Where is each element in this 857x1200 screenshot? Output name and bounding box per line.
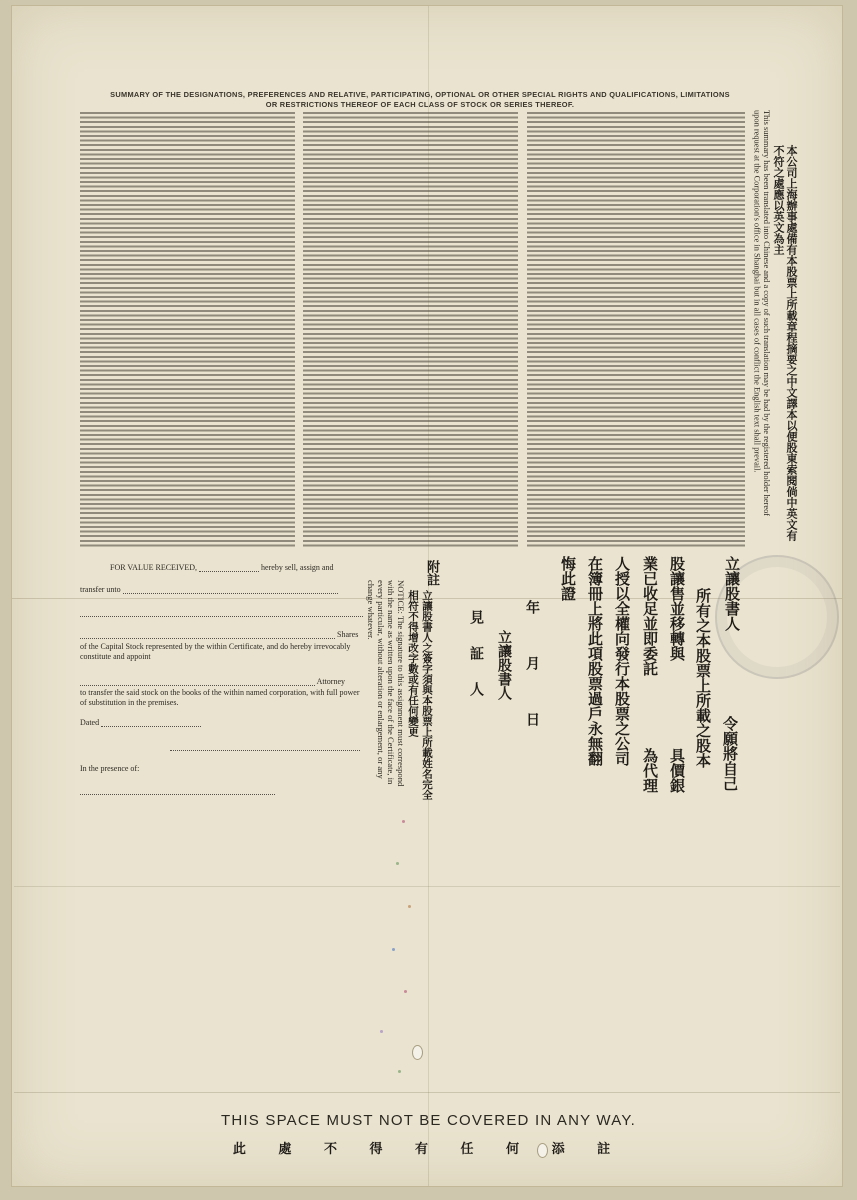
dated-label: Dated [80,718,100,727]
transferee-blank-2[interactable] [80,616,363,617]
ink-speck [398,1070,401,1073]
summary-heading [80,90,760,110]
dated-blank[interactable] [101,726,201,727]
attorney-blank[interactable] [80,685,315,686]
cn-col-4: 業已收足並即委託 [641,556,659,676]
cn-date-row: 年 月 日 [524,600,540,740]
for-value-label: FOR VALUE RECEIVED, [110,563,198,572]
attorney-label: Attorney [316,677,345,686]
presence-label: In the presence of: [80,764,140,773]
summary-column-3 [527,112,745,547]
summary-column-2 [303,112,518,547]
for-value-blank[interactable] [199,571,259,572]
summary-heading-line2: OR RESTRICTIONS THEREOF OF EACH CLASS OF STOCK OR SERIES THEREOF. [265,100,575,109]
shares-label: Shares [337,630,359,639]
hereby-label: hereby sell, assign and [261,563,334,572]
witness-blank[interactable] [80,794,275,795]
summary-heading-line1: SUMMARY OF THE DESIGNATIONS, PREFERENCES AND RELATIVE, PARTICIPATING, OPTIONAL OR OTHER SPECIAL RIGHTS AND QUALIFICATIONS, LIMITATIONS [110,90,730,99]
cn-col-3b: 具價銀 [668,748,686,793]
shares-blank[interactable] [80,638,335,639]
cn-witness: 見 証 人 [468,610,484,700]
summary-column-1 [80,112,295,547]
ink-speck [380,1030,383,1033]
capital-stock-text: of the Capital Stock represented by the within Certificate, and do hereby irrevocably constitute and appoint [80,642,351,661]
ink-speck [408,905,411,908]
cn-col-2: 所有之本股票上所載之股本 [694,588,712,768]
to-transfer-text: to transfer the said stock on the books of the within named corporation, with full power of substitution in the premises. [80,688,360,707]
cn-col-2b: 令願將自己 [721,716,739,791]
ink-speck [402,820,405,823]
notice-chinese-label: 附註 [424,560,439,586]
signature-blank[interactable] [170,750,360,751]
footer-warning-chinese: 此 處 不 得 有 任 何 添 註 [232,1142,625,1157]
ink-speck [396,862,399,865]
cn-col-1: 立讓股書人 [723,556,741,631]
punch-hole [413,1046,422,1059]
transferee-blank[interactable] [123,593,338,594]
cn-col-5: 人授以全權向發行本股票之公司 [613,556,631,766]
footer-warning-english: THIS SPACE MUST NOT BE COVERED IN ANY WAY. [221,1112,636,1129]
cn-col-7: 悔此證 [559,556,577,601]
translation-note-english: This summary has been translated into Chinese and a copy of such translation may be had by the registered holder hereof upon request at the Corporation's office in Shanghai but in all cases of conflict the English text shall prevail. [752,110,771,517]
notice-chinese: 立讓股書人之簽字須與本股票上所載姓名完全相符不得增改字數或有任何變更 [407,590,433,800]
cn-col-3: 股讓售並移轉與 [668,556,686,661]
cn-col-6: 在簿冊上將此項股票過戶永無翻 [586,556,604,766]
cn-signer: 立讓股書人 [496,630,512,700]
ink-speck [404,990,407,993]
translation-note-chinese: 本公司上海辦事處備有本股票上所載章程摘要之中文譯本以便股東索閱倘中英文有不符之處應以英文為主 [772,145,798,541]
reserved-blank-area [14,886,840,1093]
ink-speck [392,948,395,951]
cn-col-4b: 為代理 [641,748,659,793]
notice-english: NOTICE: The signature to this assignment must correspond with the name as written upon the face of the Certificate, in every particular, without alteration or enlargement, or any change whatever. [366,580,406,787]
transfer-unto-label: transfer unto [80,585,121,594]
